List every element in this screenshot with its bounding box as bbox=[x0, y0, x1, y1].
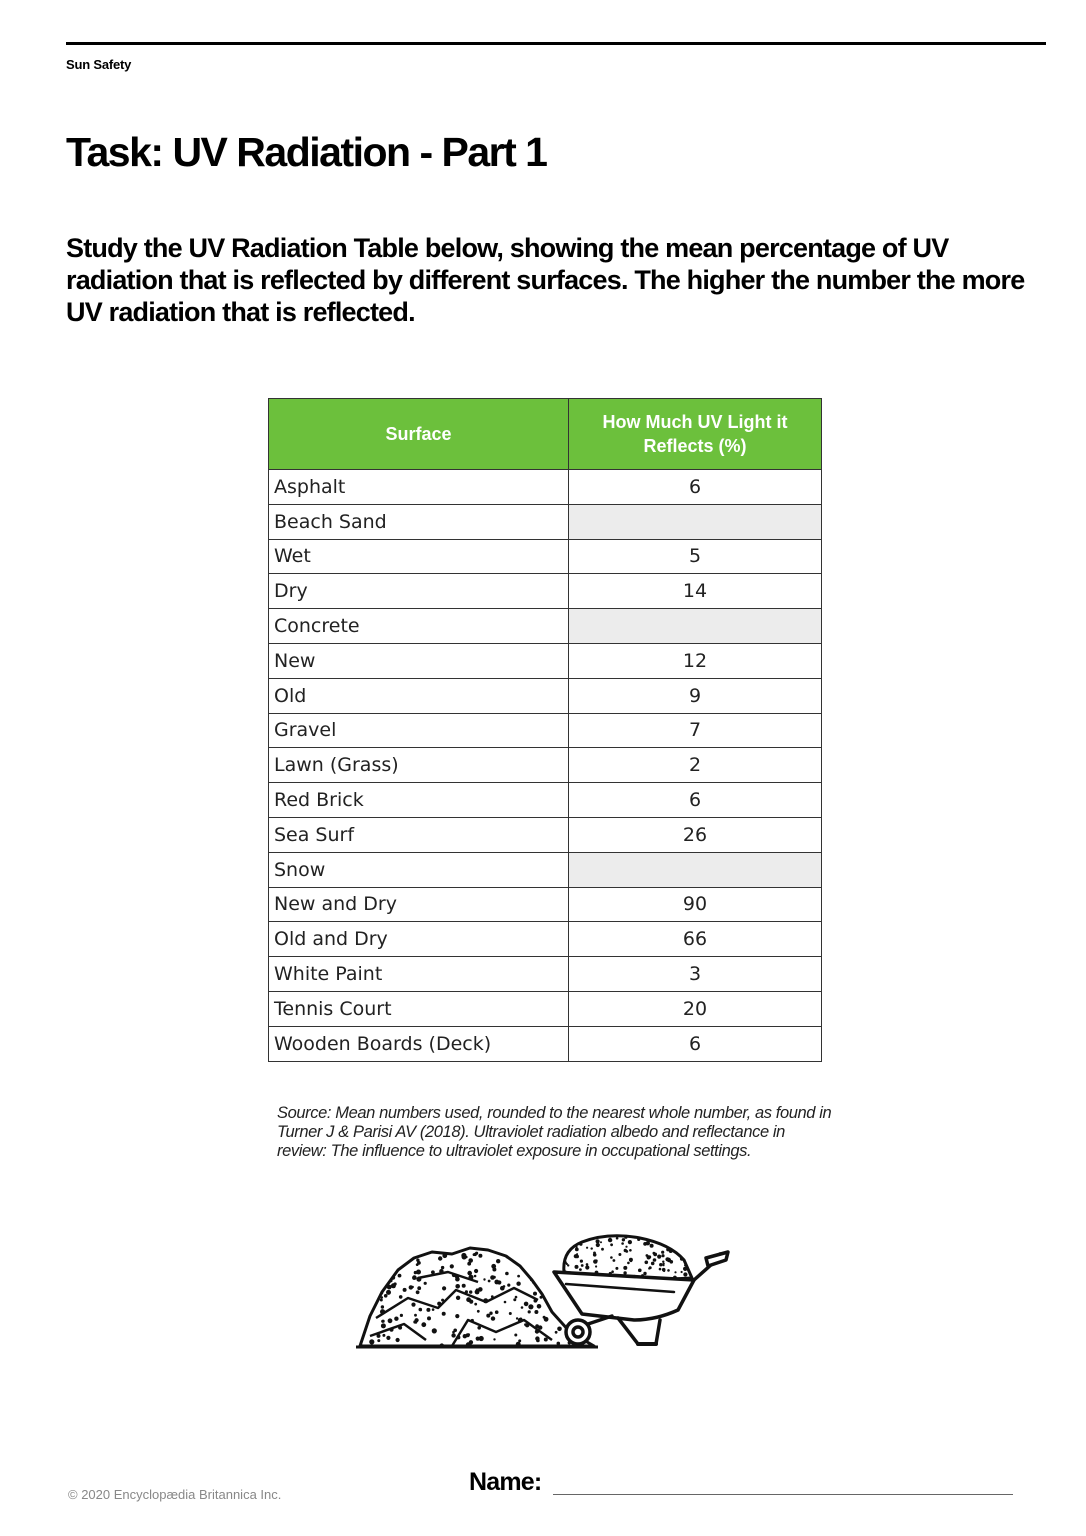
value-cell: 26 bbox=[569, 817, 822, 852]
surface-cell: New and Dry bbox=[269, 887, 569, 922]
surface-cell: Old bbox=[269, 678, 569, 713]
table-header-row bbox=[269, 399, 822, 470]
surface-cell: Gravel bbox=[269, 713, 569, 748]
value-cell bbox=[569, 609, 822, 644]
value-cell: 7 bbox=[569, 713, 822, 748]
header-reflects: How Much UV Light it Reflects (%) bbox=[569, 399, 822, 470]
uv-radiation-table bbox=[268, 398, 822, 1062]
table-row bbox=[269, 1026, 822, 1061]
table-row bbox=[269, 678, 822, 713]
table-row bbox=[269, 713, 822, 748]
surface-cell: Sea Surf bbox=[269, 817, 569, 852]
copyright: © 2020 Encyclopædia Britannica Inc. bbox=[68, 1487, 282, 1502]
value-cell: 9 bbox=[569, 678, 822, 713]
table-row bbox=[269, 922, 822, 957]
surface-cell: Red Brick bbox=[269, 783, 569, 818]
value-cell: 20 bbox=[569, 991, 822, 1026]
table-row bbox=[269, 817, 822, 852]
name-line[interactable] bbox=[553, 1494, 1013, 1495]
section-label: Sun Safety bbox=[66, 57, 132, 72]
top-rule bbox=[66, 42, 1046, 45]
table-row bbox=[269, 643, 822, 678]
page-title: Task: UV Radiation - Part 1 bbox=[66, 129, 547, 175]
table-row bbox=[269, 852, 822, 887]
surface-cell: Wet bbox=[269, 539, 569, 574]
surface-cell: Lawn (Grass) bbox=[269, 748, 569, 783]
surface-cell: Old and Dry bbox=[269, 922, 569, 957]
value-cell: 6 bbox=[569, 1026, 822, 1061]
surface-cell: Wooden Boards (Deck) bbox=[269, 1026, 569, 1061]
table-row bbox=[269, 957, 822, 992]
surface-cell: White Paint bbox=[269, 957, 569, 992]
surface-cell: Beach Sand bbox=[269, 504, 569, 539]
surface-cell: Tennis Court bbox=[269, 991, 569, 1026]
value-cell: 2 bbox=[569, 748, 822, 783]
surface-cell: Concrete bbox=[269, 609, 569, 644]
gravel-pile-and-wheelbarrow-icon bbox=[356, 1228, 736, 1358]
table-row bbox=[269, 783, 822, 818]
value-cell: 12 bbox=[569, 643, 822, 678]
value-cell: 66 bbox=[569, 922, 822, 957]
table-row bbox=[269, 609, 822, 644]
value-cell: 14 bbox=[569, 574, 822, 609]
table-row bbox=[269, 991, 822, 1026]
surface-cell: Asphalt bbox=[269, 470, 569, 505]
table-row bbox=[269, 470, 822, 505]
table-row bbox=[269, 887, 822, 922]
surface-cell: Dry bbox=[269, 574, 569, 609]
table-row bbox=[269, 539, 822, 574]
value-cell: 90 bbox=[569, 887, 822, 922]
instructions: Study the UV Radiation Table below, showing the mean percentage of UV radiation that is reflected by different surfaces. The higher the number the more UV radiation that is reflected. bbox=[66, 233, 1025, 327]
value-cell bbox=[569, 504, 822, 539]
value-cell bbox=[569, 852, 822, 887]
table-row bbox=[269, 504, 822, 539]
value-cell: 6 bbox=[569, 470, 822, 505]
value-cell: 6 bbox=[569, 783, 822, 818]
header-surface: Surface bbox=[269, 399, 569, 470]
value-cell: 3 bbox=[569, 957, 822, 992]
value-cell: 5 bbox=[569, 539, 822, 574]
surface-cell: Snow bbox=[269, 852, 569, 887]
table-row bbox=[269, 574, 822, 609]
table-row bbox=[269, 748, 822, 783]
name-label: Name: bbox=[469, 1468, 542, 1496]
source-note: Source: Mean numbers used, rounded to the nearest whole number, as found in Turner J & Parisi AV (2018). Ultraviolet radiation albedo and reflectance in review: The influence to ultraviolet exposure in occupational settings. bbox=[277, 1104, 832, 1160]
surface-cell: New bbox=[269, 643, 569, 678]
